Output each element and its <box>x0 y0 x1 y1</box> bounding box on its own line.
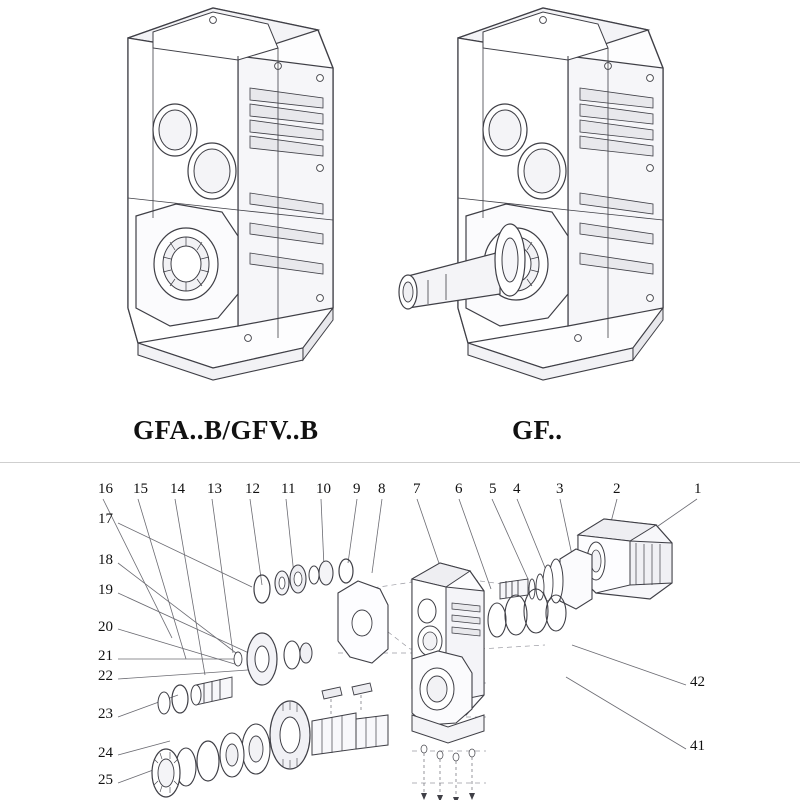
housing-cover <box>338 581 388 663</box>
callout-18: 18 <box>98 552 113 568</box>
callout-3: 3 <box>556 481 564 497</box>
callout-9: 9 <box>353 481 361 497</box>
callout-41: 41 <box>690 738 705 754</box>
figure-gfa-b-gfv-b <box>128 8 333 380</box>
exploded-parts-drawing <box>0 463 800 800</box>
caption-gfa-b-gfv-b: GFA..B/GFV..B <box>133 415 319 445</box>
callout-25: 25 <box>98 772 113 788</box>
caption-gf: GF.. <box>512 415 563 445</box>
callout-24: 24 <box>98 745 113 761</box>
callout-2: 2 <box>613 481 621 497</box>
figure-gf <box>399 8 663 380</box>
callout-20: 20 <box>98 619 113 635</box>
callout-16: 16 <box>98 481 113 497</box>
callout-13: 13 <box>207 481 222 497</box>
callout-1: 1 <box>694 481 702 497</box>
housing-body <box>412 563 484 800</box>
callout-7: 7 <box>413 481 421 497</box>
callout-4: 4 <box>513 481 521 497</box>
callout-6: 6 <box>455 481 463 497</box>
callout-5: 5 <box>489 481 497 497</box>
callout-22: 22 <box>98 668 113 684</box>
flange-and-rings <box>488 549 592 637</box>
callout-15: 15 <box>133 481 148 497</box>
callout-12: 12 <box>245 481 260 497</box>
callout-11: 11 <box>281 481 296 497</box>
callout-19: 19 <box>98 582 113 598</box>
callout-23: 23 <box>98 706 113 722</box>
exploded-assembly-view <box>0 463 800 800</box>
callout-17: 17 <box>98 511 113 527</box>
callout-10: 10 <box>316 481 331 497</box>
callout-8: 8 <box>378 481 386 497</box>
callout-21: 21 <box>98 648 113 664</box>
callout-42: 42 <box>690 674 705 690</box>
callout-14: 14 <box>170 481 185 497</box>
